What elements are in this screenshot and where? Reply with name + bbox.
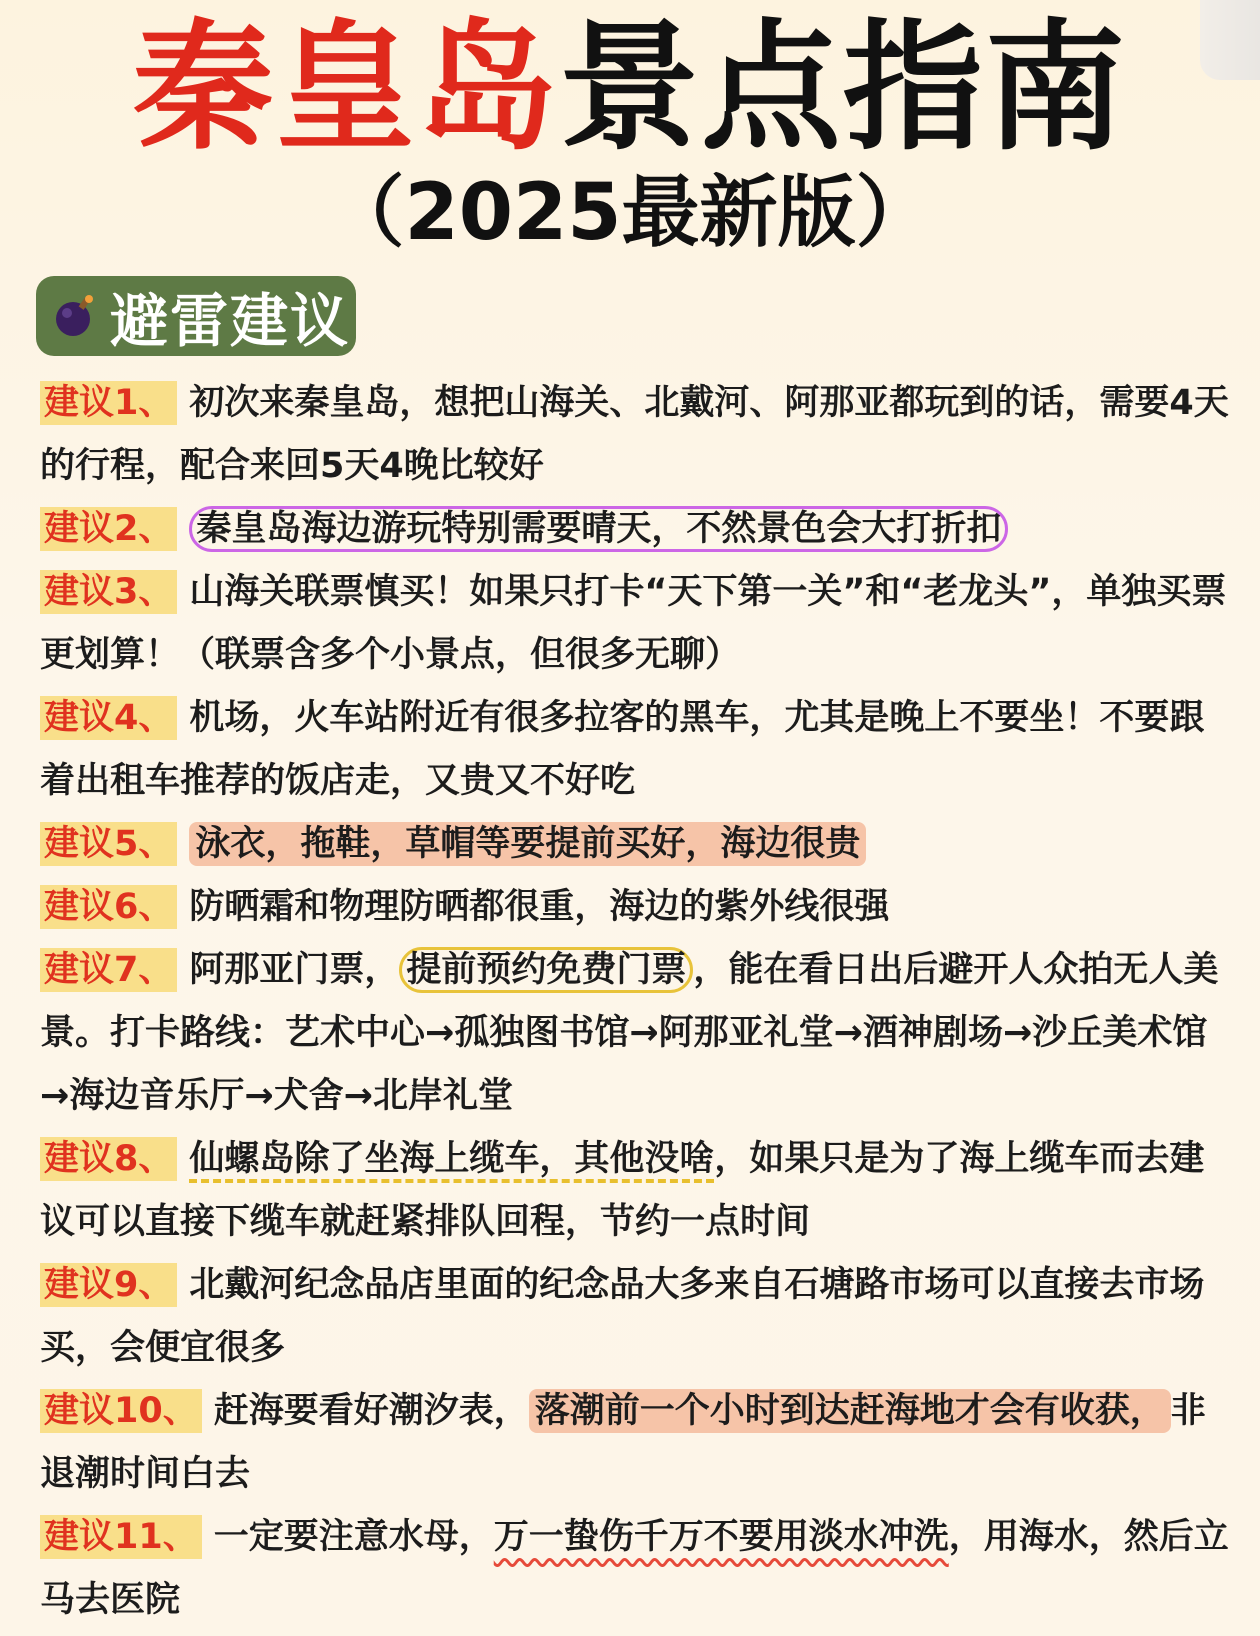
tip-tag: 建议4、 [40, 696, 177, 740]
tip-text: 防晒霜和物理防晒都很重，海边的紫外线很强 [189, 887, 890, 927]
tip-text: 阿那亚门票， [189, 950, 400, 990]
page-subtitle: （2025最新版） [326, 168, 934, 258]
tip-item-6 [40, 876, 1230, 939]
tip-item-10 [40, 1380, 1230, 1506]
tips-list [40, 372, 1230, 1632]
tip-tag: 建议1、 [40, 381, 177, 425]
tip-text: 山海关联票慎买！如果只打卡“天下第一关”和“老龙头”，单独买票更划算！（联票含多个小景点，但很多无聊） [40, 572, 1227, 675]
tip-highlight: 提前预约免费门票 [399, 947, 693, 993]
page-title [0, 7, 1260, 170]
tip-highlight: 仙螺岛除了坐海上缆车，其他没啥 [189, 1139, 714, 1183]
tip-text: 机场，火车站附近有很多拉客的黑车，尤其是晚上不要坐！不要跟着出租车推荐的饭店走，又贵又不好吃 [40, 698, 1205, 801]
tip-highlight: 万一蛰伤千万不要用淡水冲洗 [493, 1517, 949, 1557]
tip-highlight: 泳衣，拖鞋，草帽等要提前买好，海边很贵 [189, 822, 866, 866]
tip-text-continued: 非退潮时间白去 [40, 1391, 1206, 1494]
tip-highlight: 落潮前一个小时到达赶海地才会有收获， [529, 1389, 1171, 1433]
tip-item-9 [40, 1254, 1230, 1380]
tip-item-5 [40, 813, 1230, 876]
tip-highlight: 秦皇岛海边游玩特别需要晴天，不然景色会大打折扣 [189, 506, 1008, 552]
tip-item-2 [40, 498, 1230, 561]
tip-tag: 建议9、 [40, 1263, 177, 1307]
tip-tag: 建议8、 [40, 1137, 177, 1181]
tip-item-8 [40, 1128, 1230, 1254]
tip-text: 赶海要看好潮汐表， [213, 1391, 529, 1431]
bomb-icon [52, 293, 98, 339]
tip-item-4 [40, 687, 1230, 813]
tip-tag: 建议3、 [40, 570, 177, 614]
tip-item-3 [40, 561, 1230, 687]
tip-text: 北戴河纪念品店里面的纪念品大多来自石塘路市场可以直接去市场买，会便宜很多 [40, 1265, 1205, 1368]
tip-text-continued: ，如果只是为了海上缆车而去建议可以直接下缆车就赶紧排队回程，节约一点时间 [40, 1139, 1205, 1242]
tip-tag: 建议11、 [40, 1515, 202, 1559]
tip-item-11 [40, 1506, 1230, 1632]
title-black-part: 景点指南 [559, 7, 1128, 170]
tip-text-continued: ，能在看日出后避开人众拍无人美景。打卡路线：艺术中心→孤独图书馆→阿那亚礼堂→酒神剧场→沙丘美术馆→海边音乐厅→犬舍→北岸礼堂 [40, 950, 1219, 1116]
section-title: 避雷建议 [110, 287, 351, 355]
tip-item-7 [40, 939, 1230, 1128]
tip-text: 初次来秦皇岛，想把山海关、北戴河、阿那亚都玩到的话，需要4天的行程，配合来回5天4晚比较好 [40, 383, 1229, 486]
tip-text: 一定要注意水母， [213, 1517, 494, 1557]
tip-tag: 建议2、 [40, 507, 177, 551]
section-badge [36, 276, 356, 356]
tip-tag: 建议7、 [40, 948, 177, 992]
title-red-part: 秦皇岛 [132, 7, 559, 170]
tip-text-continued: ，用海水，然后立马去医院 [40, 1517, 1229, 1620]
tip-item-1 [40, 372, 1230, 498]
tip-tag: 建议5、 [40, 822, 177, 866]
tip-tag: 建议10、 [40, 1389, 202, 1433]
tip-tag: 建议6、 [40, 885, 177, 929]
